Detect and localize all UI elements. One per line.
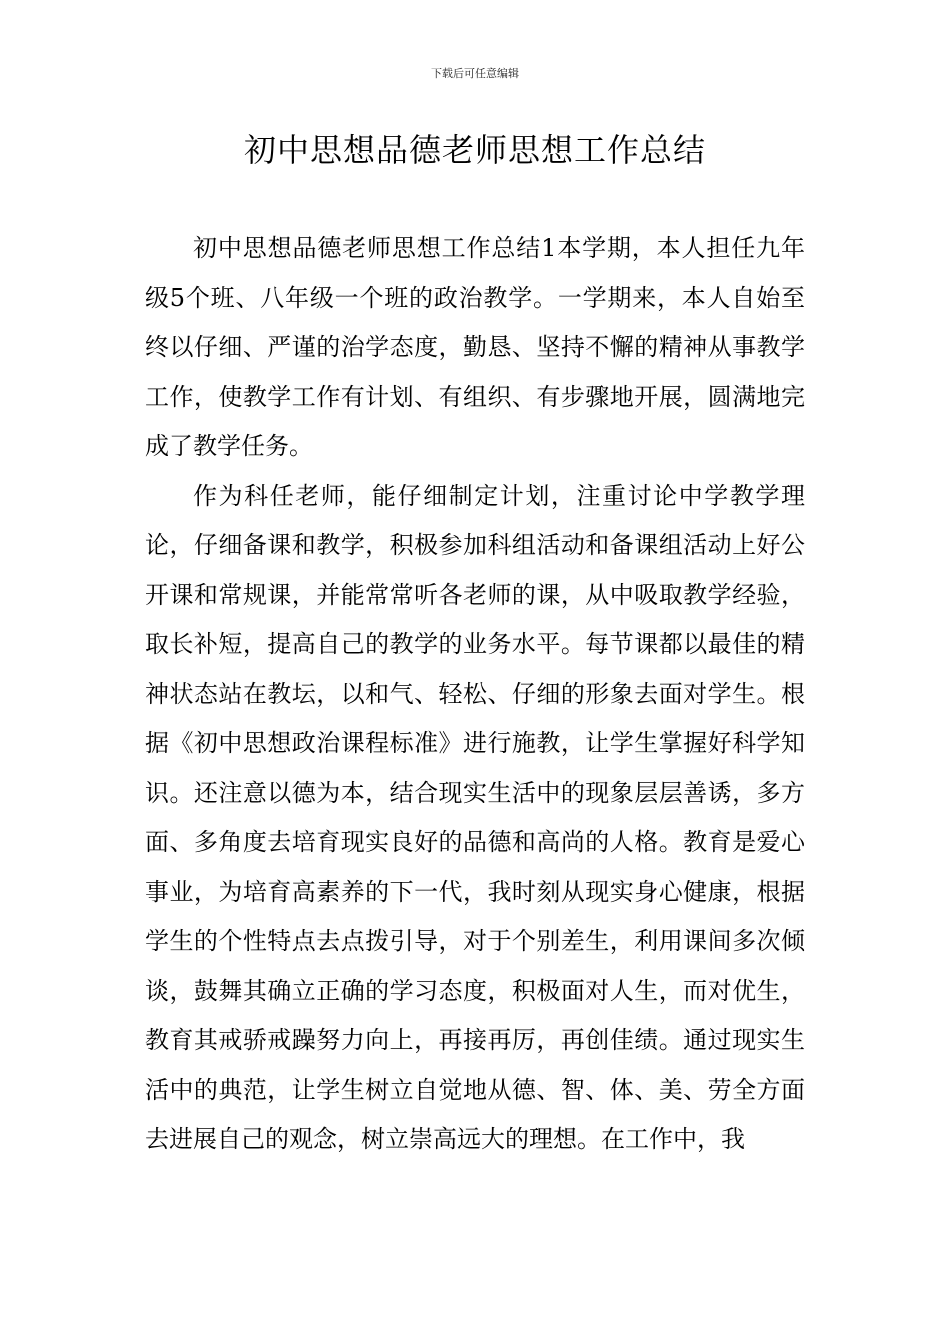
body-paragraph-1: 初中思想品德老师思想工作总结1本学期，本人担任九年级5个班、八年级一个班的政治教学。一学期来，本人自始至终以仔细、严谨的治学态度，勤恳、坚持不懈的精神从事教学工作，使教学工作有计划、有组织、有步骤地开展，圆满地完成了教学任务。 xyxy=(145,234,805,460)
page-header-note: 下载后可任意编辑 xyxy=(431,67,519,80)
document-title: 初中思想品德老师思想工作总结 xyxy=(243,131,706,169)
document-body xyxy=(145,224,805,1165)
body-paragraph-2: 作为科任老师，能仔细制定计划，注重讨论中学教学理论，仔细备课和教学，积极参加科组活动和备课组活动上好公开课和常规课，并能常常听各老师的课，从中吸取教学经验，取长补短，提高自己的教学的业务水平。每节课都以最佳的精神状态站在教坛，以和气、轻松、仔细的形象去面对学生。根据《初中思想政治课程标准》进行施教，让学生掌握好科学知识。还注意以德为本，结合现实生活中的现象层层善诱，多方面、多角度去培育现实良好的品德和高尚的人格。教育是爱心事业，为培育高素养的下一代，我时刻从现实身心健康，根据学生的个性特点去点拨引导，对于个别差生，利用课间多次倾谈，鼓舞其确立正确的学习态度，积极面对人生，而对优生，教育其戒骄戒躁努力向上，再接再厉，再创佳绩。通过现实生活中的典范，让学生树立自觉地从德、智、体、美、劳全方面去进展自己的观念，树立崇高远大的理想。在工作中，我 xyxy=(145,481,805,1153)
